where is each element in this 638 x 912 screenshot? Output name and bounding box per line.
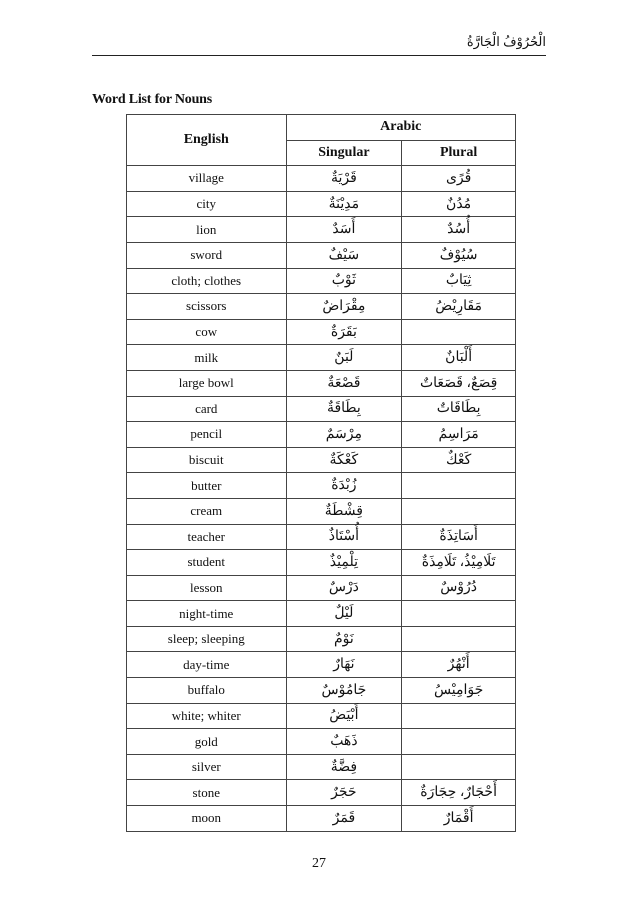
english-cell: white; whiter	[127, 703, 287, 729]
singular-cell: كَعْكَةٌ	[286, 447, 402, 473]
english-cell: cream	[127, 498, 287, 524]
english-cell: moon	[127, 806, 287, 832]
singular-cell: فِضَّةٌ	[286, 754, 402, 780]
english-cell: sword	[127, 242, 287, 268]
plural-cell	[402, 601, 516, 627]
singular-cell: أُسْتَاذٌ	[286, 524, 402, 550]
english-cell: lion	[127, 217, 287, 243]
plural-cell: أَنْهُرٌ	[402, 652, 516, 678]
plural-cell: أُسُدٌ	[402, 217, 516, 243]
singular-cell: ثَوْبٌ	[286, 268, 402, 294]
plural-cell	[402, 498, 516, 524]
table-row	[127, 396, 516, 422]
singular-cell: قِشْطَةٌ	[286, 498, 402, 524]
english-cell: pencil	[127, 422, 287, 448]
table-row	[127, 447, 516, 473]
arabic-column-header: Arabic	[286, 115, 515, 141]
table-row	[127, 166, 516, 192]
english-cell: large bowl	[127, 370, 287, 396]
plural-cell: أَلْبَانٌ	[402, 345, 516, 371]
english-cell: stone	[127, 780, 287, 806]
plural-cell	[402, 626, 516, 652]
plural-cell: مَقَارِيْضُ	[402, 294, 516, 320]
english-cell: lesson	[127, 575, 287, 601]
english-cell: silver	[127, 754, 287, 780]
singular-column-header: Singular	[286, 140, 402, 166]
word-list-table	[126, 114, 516, 832]
table-row	[127, 806, 516, 832]
singular-cell: قَرْيَةٌ	[286, 166, 402, 192]
plural-cell	[402, 703, 516, 729]
table-row	[127, 191, 516, 217]
singular-cell: تِلْمِيْذٌ	[286, 550, 402, 576]
table-row	[127, 268, 516, 294]
singular-cell: حَجَرٌ	[286, 780, 402, 806]
plural-cell	[402, 729, 516, 755]
singular-cell: دَرْسٌ	[286, 575, 402, 601]
table-row	[127, 217, 516, 243]
singular-cell: جَامُوْسٌ	[286, 678, 402, 704]
english-cell: biscuit	[127, 447, 287, 473]
singular-cell: نَوْمٌ	[286, 626, 402, 652]
english-cell: village	[127, 166, 287, 192]
singular-cell: سَيْفٌ	[286, 242, 402, 268]
singular-cell: لَيْلٌ	[286, 601, 402, 627]
table-row	[127, 524, 516, 550]
table-row	[127, 242, 516, 268]
english-cell: cloth; clothes	[127, 268, 287, 294]
singular-cell: قَصْعَةٌ	[286, 370, 402, 396]
singular-cell: زُبْدَةٌ	[286, 473, 402, 499]
english-cell: buffalo	[127, 678, 287, 704]
english-cell: teacher	[127, 524, 287, 550]
table-row	[127, 626, 516, 652]
english-cell: gold	[127, 729, 287, 755]
english-cell: card	[127, 396, 287, 422]
table-row	[127, 345, 516, 371]
english-column-header: English	[127, 115, 287, 166]
plural-cell: أَسَاتِذَةٌ	[402, 524, 516, 550]
plural-cell: قِصَعٌ، قَصَعَاتٌ	[402, 370, 516, 396]
table-body	[127, 166, 516, 831]
plural-cell: جَوَامِيْسُ	[402, 678, 516, 704]
plural-cell: بِطَاقَاتٌ	[402, 396, 516, 422]
english-cell: scissors	[127, 294, 287, 320]
table-row	[127, 473, 516, 499]
plural-cell: مُدُنٌ	[402, 191, 516, 217]
english-cell: milk	[127, 345, 287, 371]
table-row	[127, 294, 516, 320]
section-title: Word List for Nouns	[92, 92, 213, 107]
plural-cell: قُرًى	[402, 166, 516, 192]
table-row	[127, 652, 516, 678]
table-row	[127, 422, 516, 448]
table-row	[127, 498, 516, 524]
singular-cell: نَهَارٌ	[286, 652, 402, 678]
english-cell: cow	[127, 319, 287, 345]
table-row	[127, 550, 516, 576]
running-header: الْحُرُوْفُ الْجَارَّةُ	[466, 34, 546, 49]
table-row	[127, 780, 516, 806]
singular-cell: مِقْرَاضٌ	[286, 294, 402, 320]
english-cell: sleep; sleeping	[127, 626, 287, 652]
singular-cell: لَبَنٌ	[286, 345, 402, 371]
page-number: 27	[312, 856, 326, 871]
singular-cell: قَمَرٌ	[286, 806, 402, 832]
plural-column-header: Plural	[402, 140, 516, 166]
plural-cell: كَعْكٌ	[402, 447, 516, 473]
plural-cell: أَحْجَارٌ، حِجَارَةٌ	[402, 780, 516, 806]
plural-cell: سُيُوْفٌ	[402, 242, 516, 268]
english-cell: student	[127, 550, 287, 576]
table-row	[127, 370, 516, 396]
plural-cell: تَلَامِيْذُ، تَلَامِذَةٌ	[402, 550, 516, 576]
table-row	[127, 703, 516, 729]
header-rule	[92, 55, 546, 56]
plural-cell: دُرُوْسٌ	[402, 575, 516, 601]
table-row	[127, 754, 516, 780]
english-cell: day-time	[127, 652, 287, 678]
table-row	[127, 575, 516, 601]
plural-cell: مَرَاسِمُ	[402, 422, 516, 448]
plural-cell: ثِيَابٌ	[402, 268, 516, 294]
table-row	[127, 601, 516, 627]
table-row	[127, 729, 516, 755]
singular-cell: ذَهَبٌ	[286, 729, 402, 755]
singular-cell: بِطَاقَةٌ	[286, 396, 402, 422]
plural-cell	[402, 473, 516, 499]
english-cell: night-time	[127, 601, 287, 627]
singular-cell: مِرْسَمٌ	[286, 422, 402, 448]
table-row	[127, 678, 516, 704]
english-cell: butter	[127, 473, 287, 499]
plural-cell: أَقْمَارٌ	[402, 806, 516, 832]
plural-cell	[402, 319, 516, 345]
singular-cell: مَدِيْنَةٌ	[286, 191, 402, 217]
table-row	[127, 319, 516, 345]
singular-cell: بَقَرَةٌ	[286, 319, 402, 345]
plural-cell	[402, 754, 516, 780]
english-cell: city	[127, 191, 287, 217]
singular-cell: أَسَدٌ	[286, 217, 402, 243]
singular-cell: أَبْيَضُ	[286, 703, 402, 729]
